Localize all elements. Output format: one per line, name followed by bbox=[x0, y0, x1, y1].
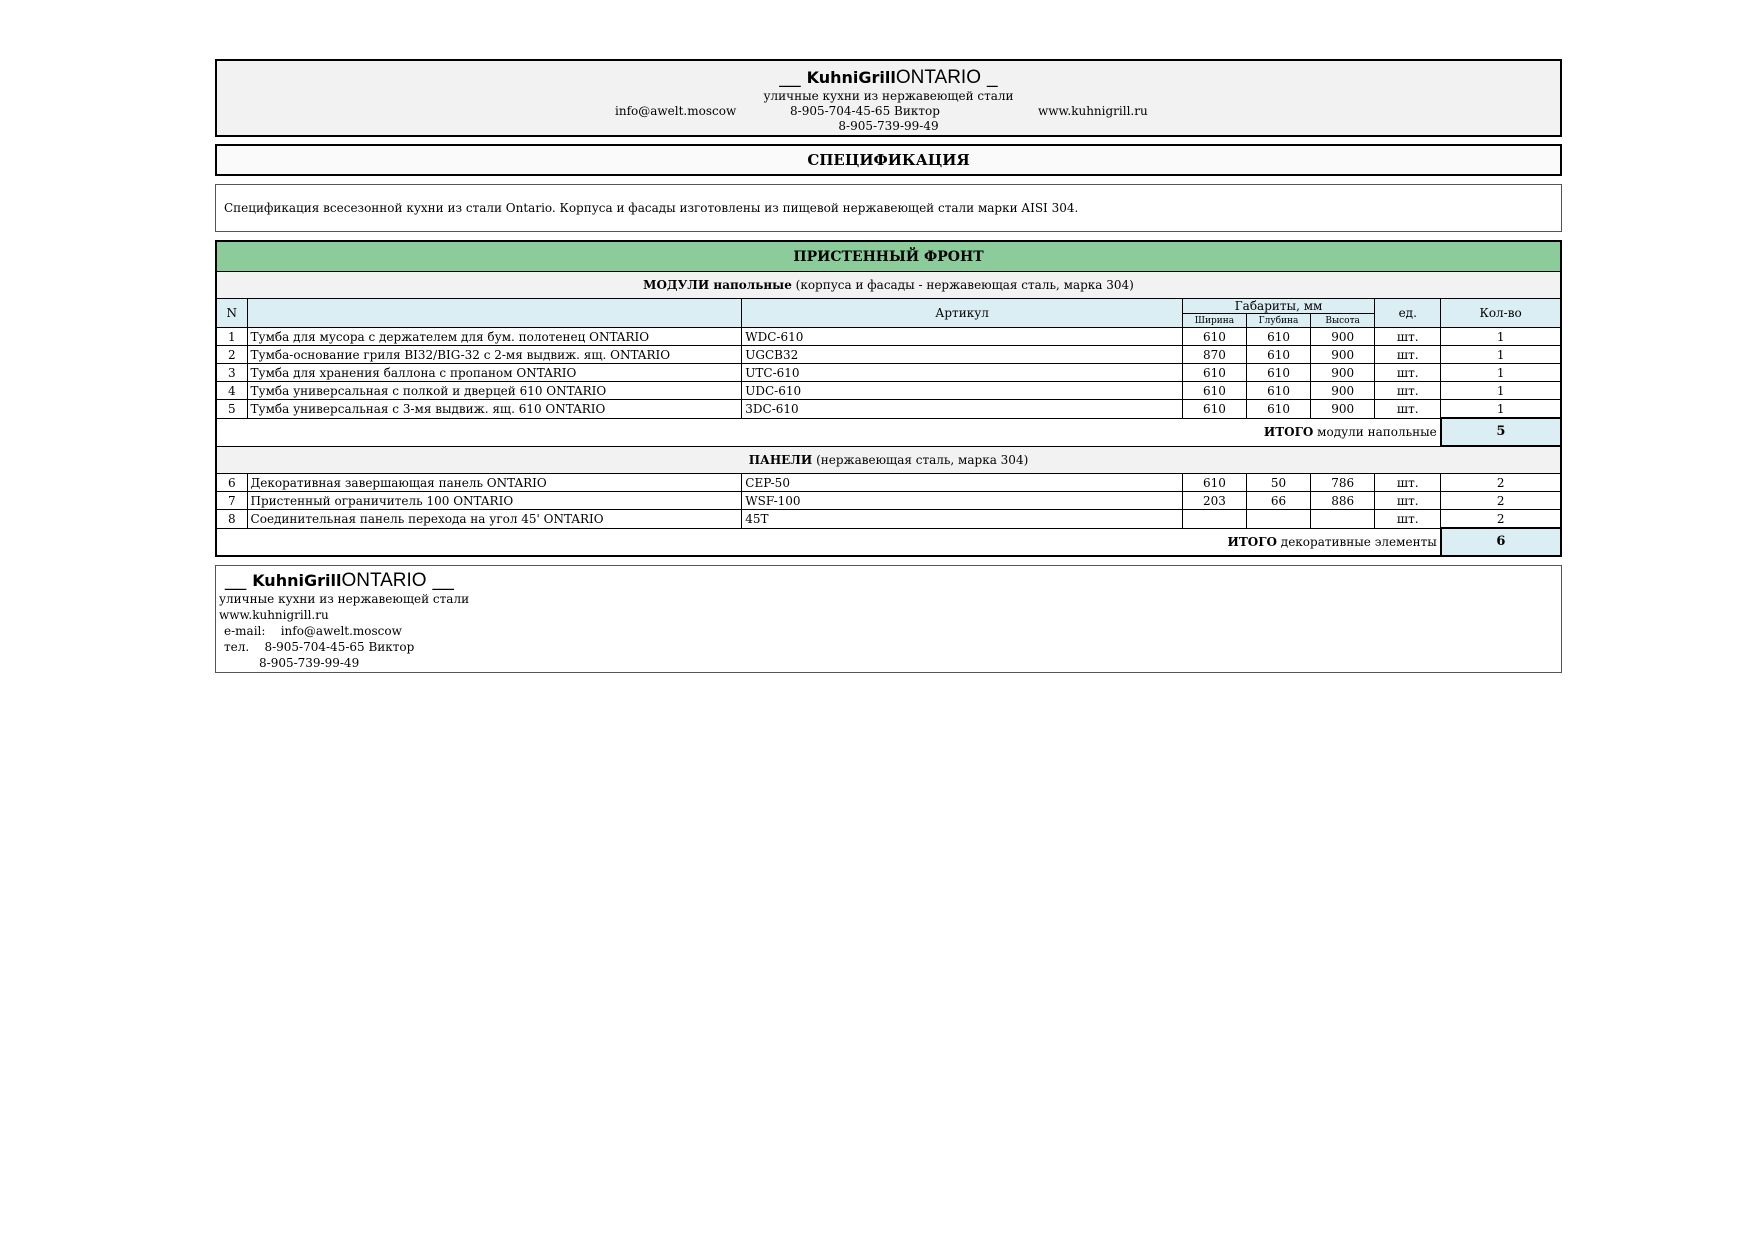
table-row bbox=[216, 346, 1561, 364]
front-title-row bbox=[216, 241, 1561, 272]
brand-name-bold: KuhniGrill bbox=[806, 68, 896, 87]
row-width: 610 bbox=[1182, 382, 1246, 400]
row-article: WDC-610 bbox=[742, 328, 1183, 346]
footer-email-line bbox=[219, 623, 1561, 639]
col-header-qty: Кол-во bbox=[1441, 299, 1561, 328]
row-name: Тумба-основание гриля BI32/BIG-32 с 2-мя выдвиж. ящ. ONTARIO bbox=[247, 346, 742, 364]
row-depth: 610 bbox=[1247, 364, 1311, 382]
row-depth: 610 bbox=[1247, 346, 1311, 364]
row-n: 6 bbox=[216, 474, 247, 492]
footer-tagline: уличные кухни из нержавеющей стали bbox=[219, 592, 470, 606]
row-unit: шт. bbox=[1375, 346, 1441, 364]
modules-title-rest: (корпуса и фасады - нержавеющая сталь, марка 304) bbox=[791, 278, 1134, 292]
row-unit: шт. bbox=[1375, 400, 1441, 419]
row-article: UGCB32 bbox=[742, 346, 1183, 364]
row-qty: 2 bbox=[1441, 474, 1561, 492]
row-unit: шт. bbox=[1375, 364, 1441, 382]
footer-brand-light: ONTARIO bbox=[341, 570, 427, 591]
footer-website: www.kuhnigrill.ru bbox=[219, 608, 329, 622]
row-n: 8 bbox=[216, 510, 247, 529]
col-header-width: Ширина bbox=[1182, 314, 1246, 328]
row-article: CEP-50 bbox=[742, 474, 1183, 492]
table-row bbox=[216, 364, 1561, 382]
spec-description: Спецификация всесезонной кухни из стали Ontario. Корпуса и фасады изготовлены из пищевой нержавеющей стали марки AISI 304. bbox=[215, 184, 1562, 232]
row-qty: 2 bbox=[1441, 492, 1561, 510]
col-header-article: Артикул bbox=[742, 299, 1183, 328]
col-header-unit: ед. bbox=[1375, 299, 1441, 328]
row-name: Тумба универсальная с полкой и дверцей 610 ONTARIO bbox=[247, 382, 742, 400]
page-title: СПЕЦИФИКАЦИЯ bbox=[215, 144, 1562, 176]
brand-name-light: ONTARIO bbox=[895, 67, 981, 88]
footer-phone-secondary: 8-905-739-99-49 bbox=[259, 656, 360, 670]
row-height: 900 bbox=[1311, 364, 1375, 382]
row-width: 610 bbox=[1182, 400, 1246, 419]
row-n: 5 bbox=[216, 400, 247, 419]
panels-title-bold: ПАНЕЛИ bbox=[748, 453, 813, 467]
table-row bbox=[216, 328, 1561, 346]
brand-dash-left: __ bbox=[779, 67, 801, 88]
panels-rows bbox=[216, 474, 1561, 529]
table-row bbox=[216, 382, 1561, 400]
footer-contacts bbox=[215, 565, 1562, 673]
row-name: Пристенный ограничитель 100 ONTARIO bbox=[247, 492, 742, 510]
row-name: Тумба для хранения баллона с пропаном ONTARIO bbox=[247, 364, 742, 382]
panels-section-row bbox=[216, 446, 1561, 474]
row-unit: шт. bbox=[1375, 382, 1441, 400]
modules-total-rest: модули напольные bbox=[1313, 425, 1437, 439]
spec-sheet bbox=[215, 59, 1562, 673]
header-phone-secondary: 8-905-739-99-49 bbox=[838, 119, 939, 133]
row-article: WSF-100 bbox=[742, 492, 1183, 510]
row-width: 610 bbox=[1182, 364, 1246, 382]
brand-dash-right: _ bbox=[987, 67, 998, 88]
row-height: 900 bbox=[1311, 328, 1375, 346]
row-unit: шт. bbox=[1375, 474, 1441, 492]
front-title: ПРИСТЕННЫЙ ФРОНТ bbox=[216, 241, 1561, 272]
footer-email: info@awelt.moscow bbox=[280, 624, 402, 638]
company-header bbox=[215, 59, 1562, 137]
header-website: www.kuhnigrill.ru bbox=[1038, 104, 1148, 118]
footer-phone-line bbox=[219, 639, 1561, 655]
footer-brand-dash-right: __ bbox=[432, 570, 454, 591]
spec-table bbox=[215, 240, 1562, 557]
row-width: 870 bbox=[1182, 346, 1246, 364]
row-depth: 50 bbox=[1247, 474, 1311, 492]
row-width bbox=[1182, 510, 1246, 529]
row-height: 900 bbox=[1311, 400, 1375, 419]
panels-title-rest: (нержавеющая сталь, марка 304) bbox=[812, 453, 1029, 467]
modules-total-value: 5 bbox=[1441, 418, 1561, 446]
panels-total-row bbox=[216, 528, 1561, 556]
modules-section-title bbox=[216, 272, 1561, 299]
contacts-line bbox=[217, 104, 1560, 119]
table-row bbox=[216, 400, 1561, 419]
row-height: 900 bbox=[1311, 346, 1375, 364]
footer-phone-primary: 8-905-704-45-65 Виктор bbox=[264, 640, 415, 654]
panels-total-bold: ИТОГО bbox=[1227, 534, 1277, 549]
spec-table-wrapper bbox=[215, 240, 1562, 557]
row-width: 610 bbox=[1182, 328, 1246, 346]
modules-total-bold: ИТОГО bbox=[1263, 425, 1314, 439]
header-email: info@awelt.moscow bbox=[615, 104, 737, 118]
col-header-name bbox=[247, 299, 742, 328]
row-article: 45T bbox=[742, 510, 1183, 529]
row-article: UTC-610 bbox=[742, 364, 1183, 382]
row-qty: 1 bbox=[1441, 400, 1561, 419]
column-header-row bbox=[216, 299, 1561, 314]
row-qty: 1 bbox=[1441, 328, 1561, 346]
col-header-height: Высота bbox=[1311, 314, 1375, 328]
footer-brand-bold: KuhniGrill bbox=[252, 571, 342, 590]
row-qty: 1 bbox=[1441, 364, 1561, 382]
row-article: 3DC-610 bbox=[742, 400, 1183, 419]
row-name: Тумба для мусора с держателем для бум. полотенец ONTARIO bbox=[247, 328, 742, 346]
row-height bbox=[1311, 510, 1375, 529]
row-depth: 610 bbox=[1247, 328, 1311, 346]
row-width: 610 bbox=[1182, 474, 1246, 492]
footer-brand-dash-left: __ bbox=[225, 570, 247, 591]
row-unit: шт. bbox=[1375, 510, 1441, 529]
panels-total-rest: декоративные элементы bbox=[1276, 534, 1437, 549]
row-depth: 66 bbox=[1247, 492, 1311, 510]
table-row bbox=[216, 474, 1561, 492]
row-n: 2 bbox=[216, 346, 247, 364]
table-row bbox=[216, 492, 1561, 510]
col-header-depth: Глубина bbox=[1247, 314, 1311, 328]
row-width: 203 bbox=[1182, 492, 1246, 510]
table-row bbox=[216, 510, 1561, 529]
row-height: 900 bbox=[1311, 382, 1375, 400]
footer-email-label: e-mail: bbox=[224, 624, 266, 638]
row-qty: 2 bbox=[1441, 510, 1561, 529]
row-height: 886 bbox=[1311, 492, 1375, 510]
brand-logo bbox=[217, 61, 1560, 89]
row-name: Тумба универсальная с 3-мя выдвиж. ящ. 610 ONTARIO bbox=[247, 400, 742, 419]
col-header-n: N bbox=[216, 299, 247, 328]
modules-section-row bbox=[216, 272, 1561, 299]
row-depth bbox=[1247, 510, 1311, 529]
footer-phone-label: тел. bbox=[224, 640, 250, 654]
row-name: Декоративная завершающая панель ONTARIO bbox=[247, 474, 742, 492]
row-qty: 1 bbox=[1441, 346, 1561, 364]
modules-rows bbox=[216, 328, 1561, 419]
row-depth: 610 bbox=[1247, 400, 1311, 419]
header-phone-primary: 8-905-704-45-65 Виктор bbox=[790, 104, 940, 118]
modules-total-row bbox=[216, 418, 1561, 446]
footer-brand-logo bbox=[219, 570, 1561, 591]
company-tagline: уличные кухни из нержавеющей стали bbox=[763, 89, 1014, 103]
row-n: 4 bbox=[216, 382, 247, 400]
modules-title-bold: МОДУЛИ напольные bbox=[643, 278, 792, 292]
row-unit: шт. bbox=[1375, 328, 1441, 346]
row-n: 3 bbox=[216, 364, 247, 382]
row-article: UDC-610 bbox=[742, 382, 1183, 400]
row-name: Соединительная панель перехода на угол 45' ONTARIO bbox=[247, 510, 742, 529]
row-qty: 1 bbox=[1441, 382, 1561, 400]
panels-total-value: 6 bbox=[1441, 528, 1561, 556]
panels-total-label bbox=[216, 528, 1441, 556]
panels-section-title bbox=[216, 446, 1561, 474]
row-n: 1 bbox=[216, 328, 247, 346]
row-height: 786 bbox=[1311, 474, 1375, 492]
col-header-dimensions: Габариты, мм bbox=[1182, 299, 1374, 314]
row-n: 7 bbox=[216, 492, 247, 510]
modules-total-label bbox=[216, 418, 1441, 446]
row-unit: шт. bbox=[1375, 492, 1441, 510]
row-depth: 610 bbox=[1247, 382, 1311, 400]
